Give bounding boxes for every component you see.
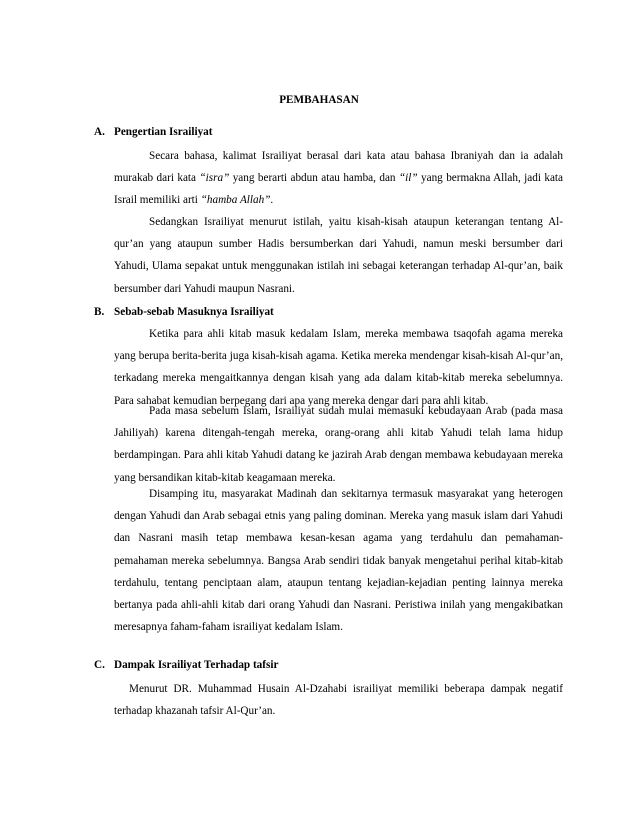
text-run: yang bermakna Allah, jadi kata Israil memiliki arti <box>114 172 564 207</box>
italic-term: “isra” <box>199 172 230 185</box>
text-run: Secara bahasa, kalimat Israiliyat berasal dari kata atau bahasa Ibraniyah dan ia adalah murakab dari kata <box>114 150 563 185</box>
section-heading-a <box>94 126 213 138</box>
text-run: Pada masa sebelum Islam, Israiliyat sudah mulai memasuki kebudayaan Arab (pada masa Jahiliyah) karena ditengah-tengah mereka, orang-orang ahli kitab Yahudi telah lama hidup berdampingan. Para ahli kitab Yahudi datang ke jazirah Arab dengan membawa kebudayaan mereka yang bersandikan kitab-kitab keagamaan mereka. <box>114 405 563 484</box>
section-letter: C. <box>94 659 105 671</box>
paragraph <box>114 483 563 638</box>
paragraph <box>114 211 563 300</box>
paragraph <box>114 400 563 489</box>
text-run: Menurut DR. Muhammad Husain Al-Dzahabi israiliyat memiliki beberapa dampak negatif terhadap khazanah tafsir Al-Qur’an. <box>114 683 563 718</box>
section-title: Dampak Israiliyat Terhadap tafsir <box>114 659 279 671</box>
section-heading-b <box>94 306 274 318</box>
page-title: PEMBAHASAN <box>279 94 359 106</box>
section-letter: B. <box>94 306 105 318</box>
section-heading-c <box>94 659 278 671</box>
text-run: . <box>270 194 274 207</box>
paragraph <box>114 145 563 212</box>
paragraph <box>114 678 563 722</box>
text-run: Ketika para ahli kitab masuk kedalam Islam, mereka membawa tsaqofah agama mereka yang berupa berita-berita juga kisah-kisah agama. Ketika mereka mendengar kisah-kisah Al-qur’an, terkadang mereka mengaitkannya dengan kisah yang ada dalam kitab-kitab mereka sebelumnya. Para sahabat kemudian berpegang dari apa yang mereka dengar dari para ahli kitab. <box>114 328 563 407</box>
text-run: Sedangkan Israiliyat menurut istilah, yaitu kisah-kisah ataupun keterangan tentang Al-qur’an yang ataupun sumber Hadis bersumberkan dari Yahudi, namun meski bersumber dari Yahudi, Ulama sepakat untuk menggunakan istilah ini sebagai keterangan terhadap Al-qur’an, baik bersumber dari Yahudi maupun Nasrani. <box>114 216 563 295</box>
italic-term: “il” <box>398 172 418 185</box>
section-title: Pengertian Israiliyat <box>114 126 213 138</box>
section-title: Sebab-sebab Masuknya Israiliyat <box>114 306 274 318</box>
text-run: Disamping itu, masyarakat Madinah dan sekitarnya termasuk masyarakat yang heterogen dengan Yahudi dan Arab sebagai etnis yang paling dominan. Mereka yang masuk islam dari Yahudi dan Nasrani masih tetap membawa kesan-kesan agama yang terdahulu dan pemahaman-pemahaman mereka sebelumnya. Bangsa Arab sendiri tidak banyak mengetahui perihal kitab-kitab terdahulu, tentang penciptaan alam, ataupun tentang kejadian-kejadian penting lainnya mereka bertanya pada ahli-ahli kitab dari orang Yahudi dan Nasrani. Peristiwa inilah yang mengakibatkan meresapnya faham-faham israiliyat kedalam Islam. <box>114 488 563 634</box>
paragraph <box>114 323 563 412</box>
italic-term: “hamba Allah” <box>200 194 271 207</box>
section-letter: A. <box>94 126 105 138</box>
text-run: yang berarti abdun atau hamba, dan <box>229 172 399 185</box>
